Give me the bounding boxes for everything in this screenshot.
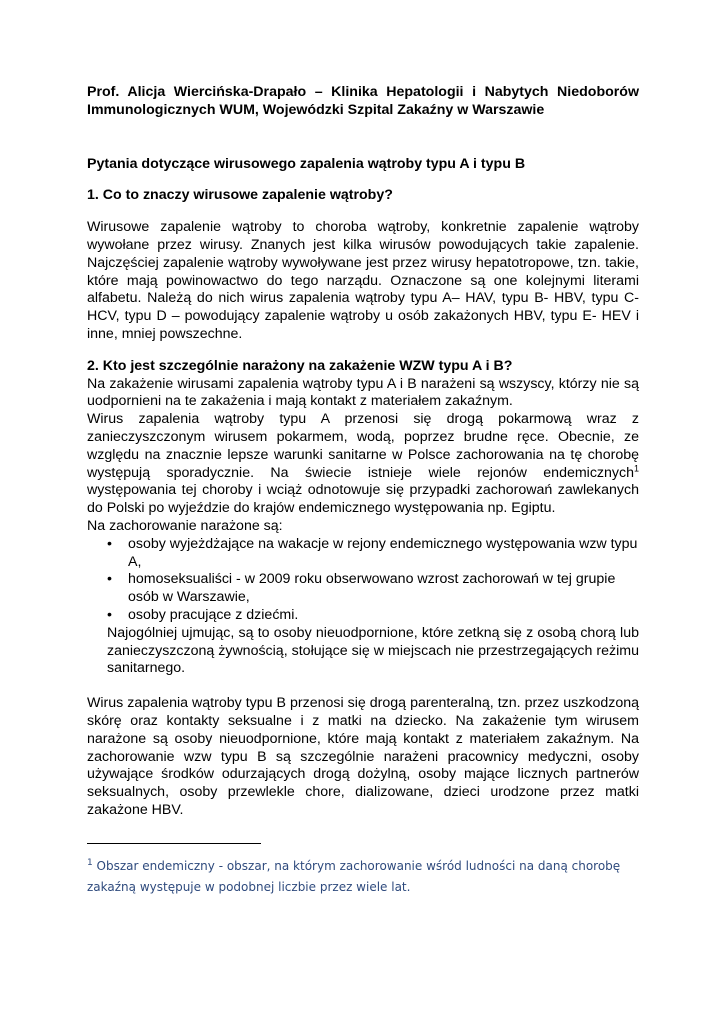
- hav-transmission-paragraph: [87, 411, 639, 518]
- footnote-marker: 1: [87, 858, 93, 868]
- hav-text-part-2: występowania tej choroby i wciąż odnotowuje się przypadki zachorowań zawlekanych do Polski po wyjeździe do krajów endemicznego występowania np. Egiptu.: [87, 482, 639, 517]
- risk-group-list: [87, 536, 639, 625]
- list-item-text: osoby pracujące z dziećmi.: [128, 606, 299, 623]
- list-item: [87, 536, 639, 572]
- footnote-separator: [87, 843, 261, 844]
- list-item: [87, 571, 639, 607]
- footnote: [87, 856, 639, 898]
- risk-group-summary: Najogólniej ujmując, są to osoby nieuodpornione, które zetkną się z osobą chorą lub zanieczyszczoną żywnością, stołujące się w miejscach nie przestrzegających reżimu sanitarnego.: [107, 624, 639, 677]
- list-item: [87, 607, 639, 625]
- question-2-heading: 2. Kto jest szczególnie narażony na zakażenie WZW typu A i B?: [87, 357, 513, 374]
- document-title: Pytania dotyczące wirusowego zapalenia wątroby typu A i typu B: [87, 155, 526, 172]
- footnote-reference[interactable]: 1: [633, 462, 639, 473]
- risk-group-intro: Na zachorowanie narażone są:: [87, 517, 283, 534]
- hbv-transmission-paragraph: Wirus zapalenia wątroby typu B przenosi się drogą parenteralną, tzn. przez uszkodzoną skórę oraz kontakty seksualne i z matki na dziecko. Na zakażenie tym wirusem narażone są osoby nieuodpornione, które mają kontakt z materiałem zakaźnym. Na zachorowanie wzw typu B są szczególnie narażeni pracownicy medyczni, osoby używające środków odurzających drogą dożylną, osoby mające licznych partnerów seksualnych, osoby przewlekle chore, dializowane, dzieci urodzone przez matki zakażone HBV.: [87, 695, 639, 818]
- hav-text-part-1: Wirus zapalenia wątroby typu A przenosi się drogą pokarmową wraz z zanieczyszczonym wirusem pokarmem, wodą, poprzez brudne ręce. Obecnie, ze względu na znacznie lepsze warunki sanitarne w Polsce zachorowania na tę chorobę występują sporadycznie. Na świecie istnieje wiele rejonów endemicznych: [87, 411, 639, 481]
- question-1-answer: Wirusowe zapalenie wątroby to choroba wątroby, konkretnie zapalenie wątroby wywołane przez wirusy. Znanych jest kilka wirusów powodujących takie zapalenie. Najczęściej zapalenie wątroby wywoływane jest przez wirusy hepatotropowe, tzn. takie, które mają powinowactwo do tego narządu. Oznaczone są one kolejnymi literami alfabetu. Należą do nich wirus zapalenia wątroby typu A– HAV, typu B- HBV, typu C- HCV, typu D – powodujący zapalenie wątroby u osób zakażonych HBV, typu E- HEV i inne, mniej powszechne.: [87, 219, 639, 342]
- bullet-icon: •: [107, 535, 112, 552]
- question-2-intro: Na zakażenie wirusami zapalenia wątroby typu A i B narażeni są wszyscy, którzy nie są uodpornieni na te zakażenia i mają kontakt z materiałem zakaźnym.: [87, 375, 639, 410]
- question-1-heading: 1. Co to znaczy wirusowe zapalenie wątroby?: [87, 187, 393, 204]
- footnote-text: Obszar endemiczny - obszar, na którym zachorowanie wśród ludności na daną chorobę zakaźną występuje w podobnej liczbie przez wiele lat.: [87, 859, 621, 894]
- list-item-text: osoby wyjeżdżające na wakacje w rejony endemicznego występowania wzw typu A,: [128, 535, 638, 570]
- document-body: [87, 84, 639, 820]
- bullet-icon: •: [107, 606, 112, 623]
- bullet-icon: •: [107, 571, 112, 588]
- list-item-text: homoseksualiści - w 2009 roku obserwowano wzrost zachorowań w tej grupie osób w Warszawie,: [128, 571, 616, 606]
- author-affiliation: Prof. Alicja Wiercińska-Drapało – Klinika Hepatologii i Nabytych Niedoborów Immunologicznych WUM, Wojewódzki Szpital Zakaźny w Warszawie: [87, 84, 639, 118]
